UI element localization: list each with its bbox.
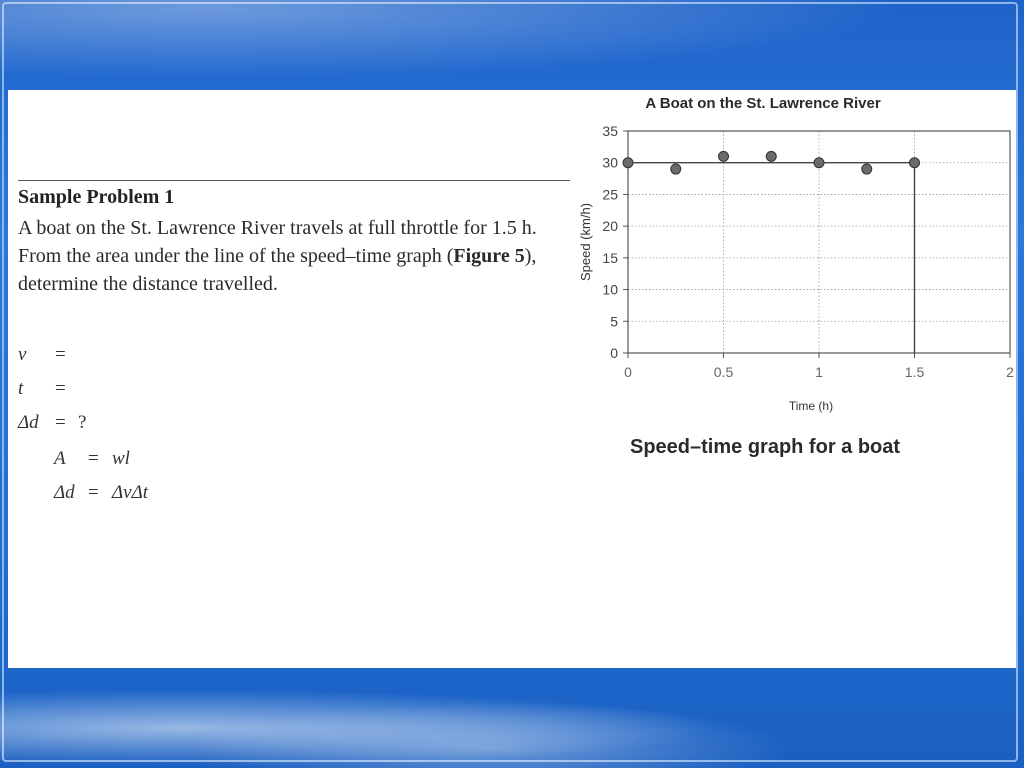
problem-text-before: A boat on the St. Lawrence River travels at full throttle for 1.5 h. From the area under the line of the speed–time graph ( [18,217,537,267]
background-water [0,668,1024,768]
y-tick-label: 5 [610,313,618,330]
speed-time-chart [563,90,1016,420]
problem-text-after: ), determine the distance travelled. [18,245,537,295]
problem-title: Sample Problem 1 [18,186,175,208]
chart-caption: Speed–time graph for a boat [630,436,901,458]
data-point [766,151,776,161]
data-point [910,158,920,168]
x-tick-label: 0 [624,364,632,380]
y-tick-label: 35 [602,123,618,139]
formula-area: A = wl [54,448,130,469]
x-tick-label: 2 [1006,364,1014,380]
section-rule [18,180,570,181]
y-tick-label: 25 [602,186,618,203]
chart-title: A Boat on the St. Lawrence River [645,95,881,112]
x-tick-label: 1 [815,364,823,380]
given-time: t = [18,378,66,399]
given-speed: v = [18,344,66,365]
y-tick-label: 15 [602,249,618,266]
figure-reference: Figure 5 [453,245,525,267]
formula-displacement: Δd = ΔvΔt [54,482,149,503]
given-displacement: Δd = ? [18,412,87,433]
data-point [862,164,872,174]
x-tick-label: 0.5 [713,364,734,380]
data-point [671,164,681,174]
data-point [814,158,824,168]
y-axis-label: Speed (km/h) [578,202,593,282]
problem-text [18,214,558,298]
data-point [719,151,729,161]
textbook-page [8,90,1016,668]
x-tick-label: 1.5 [904,364,925,380]
data-point [623,158,633,168]
y-tick-label: 30 [602,154,618,171]
background-sky [0,0,1024,90]
y-tick-label: 0 [610,345,618,361]
x-axis-label: Time (h) [788,399,834,413]
y-tick-label: 20 [602,218,618,235]
y-tick-label: 10 [602,281,618,298]
